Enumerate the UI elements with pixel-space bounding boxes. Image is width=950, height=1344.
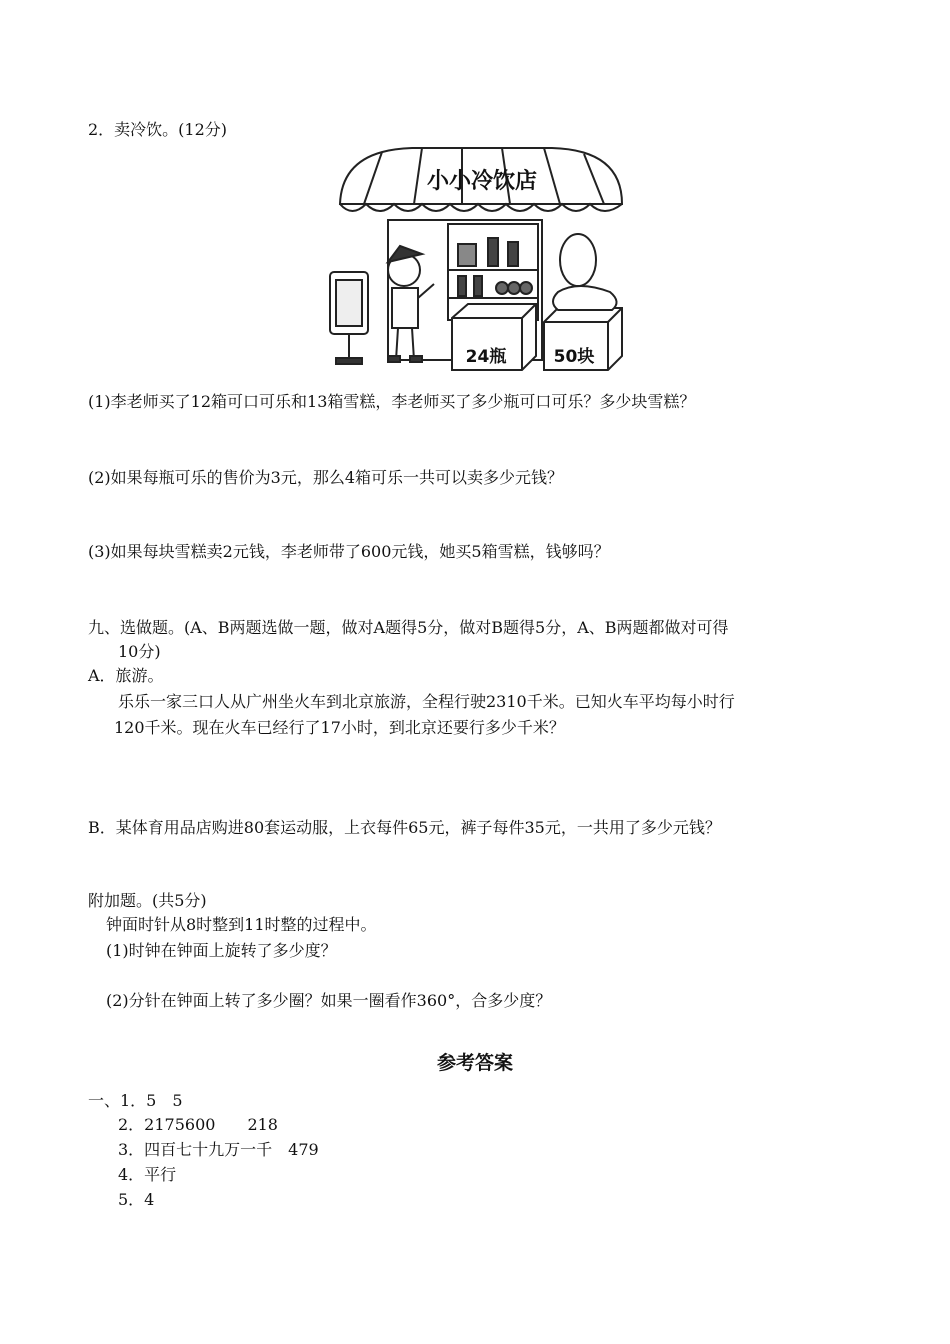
cold-drink-shop-illustration	[322, 142, 634, 380]
menu-board	[330, 272, 368, 364]
option-a-text-2: 120千米。现在火车已经行了17小时，到北京还要行多少千米？	[114, 718, 565, 737]
answer-line-2: 2．2175600 218	[118, 1115, 278, 1134]
option-a-text-1: 乐乐一家三口人从广州坐火车到北京旅游，全程行驶2310千米。已知火车平均每小时行	[118, 692, 735, 711]
question-2-sub-3: (3)如果每块雪糕卖2元钱，李老师带了600元钱，她买5箱雪糕，钱够吗？	[88, 542, 610, 561]
cola-box-label: 24瓶	[465, 347, 507, 367]
bonus-sub-1: (1)时钟在钟面上旋转了多少度？	[106, 941, 337, 960]
answer-line-1: 一、1．5 5	[88, 1091, 183, 1110]
answer-line-3: 3．四百七十九万一千 479	[118, 1140, 319, 1159]
option-b-text: B．某体育用品店购进80套运动服，上衣每件65元，裤子每件35元，一共用了多少元钱？	[88, 818, 721, 837]
question-2-heading: 2．卖冷饮。(12分)	[88, 120, 228, 139]
bonus-intro: 钟面时针从8时整到11时整的过程中。	[106, 915, 377, 934]
answers-title: 参考答案	[436, 1052, 513, 1074]
bonus-heading: 附加题。(共5分)	[88, 891, 207, 910]
option-a-title: A．旅游。	[88, 666, 164, 685]
question-2-sub-1: (1)李老师买了12箱可口可乐和13箱雪糕，李老师买了多少瓶可口可乐？多少块雪糕？	[88, 392, 696, 411]
question-9-heading: 九、选做题。(A、B两题选做一题，做对A题得5分，做对B题得5分，A、B两题都做对可得	[88, 618, 729, 637]
ice-cream-box-label: 50块	[553, 347, 595, 367]
answer-line-5: 5．4	[118, 1190, 155, 1209]
answer-line-4: 4．平行	[118, 1165, 177, 1184]
question-9-heading-cont: 10分)	[118, 642, 161, 661]
question-2-sub-2: (2)如果每瓶可乐的售价为3元，那么4箱可乐一共可以卖多少元钱？	[88, 468, 564, 487]
shop-sign-text: 小小冷饮店	[426, 169, 538, 194]
bonus-sub-2: (2)分针在钟面上转了多少圈？如果一圈看作360°，合多少度？	[106, 991, 552, 1010]
ice-cream-sculpture	[553, 234, 617, 310]
